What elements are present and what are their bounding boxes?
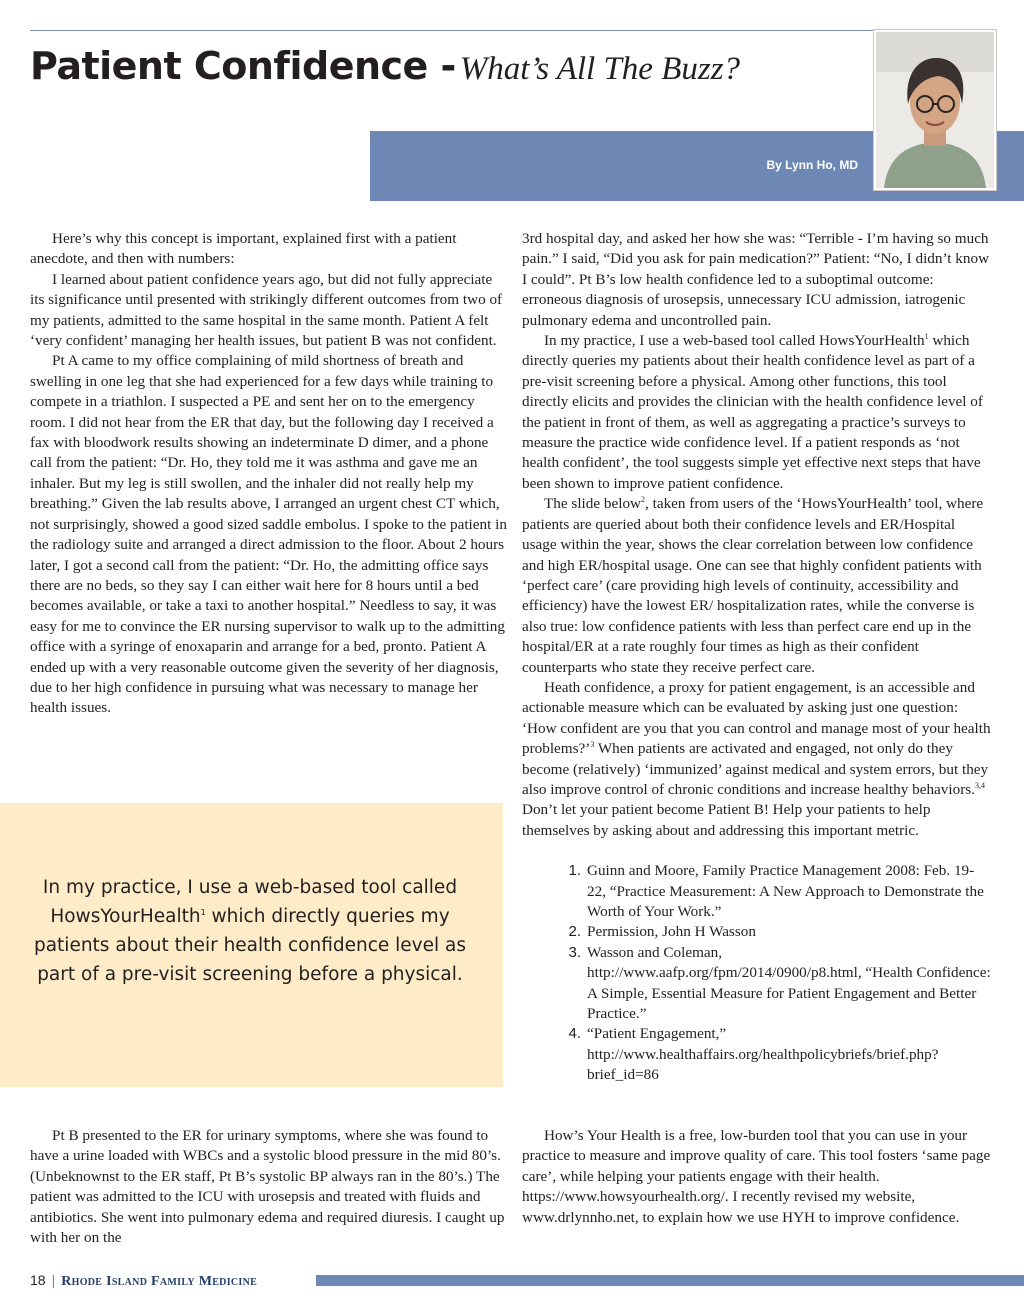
pull-quote-text-start: In my practice, I use a web-based tool called HowsYourHealth	[42, 877, 458, 927]
journal-name: Rhode Island Family Medicine	[61, 1274, 258, 1289]
right-paragraph-3	[522, 494, 992, 678]
footnote-ref-3: 3	[590, 740, 595, 750]
left-paragraph-2: I learned about patient confidence years ago, but did not fully appreciate its significance until presented with strikingly different outcomes from two of my patients, admitted to the same hospital in the same month. Patient A felt ‘very confident’ managing her health issues, but patient B was not confident.	[30, 270, 503, 350]
right-column-bottom	[522, 1126, 992, 1228]
references-list	[522, 861, 992, 1085]
reference-text: Guinn and Moore, Family Practice Management 2008: Feb. 19-22, “Practice Measurement: A New Approach to Demonstrate the Worth of Your Work.”	[587, 862, 984, 920]
title-main: Patient Confidence -	[30, 44, 456, 88]
pull-quote	[30, 873, 470, 989]
reference-text: “Patient Engagement,” http://www.healthaffairs.org/healthpolicybriefs/brief.php?brief_id=86	[587, 1025, 939, 1084]
reference-number: 1.	[568, 862, 581, 880]
reference-number: 4.	[568, 1025, 581, 1043]
footer-bar	[316, 1275, 1024, 1286]
left-column-bottom	[30, 1126, 508, 1248]
right-paragraph-4-end: Don’t let your patient become Patient B! Help your patients to help themselves by asking about and addressing this important metric.	[522, 801, 931, 839]
right-paragraph-2	[522, 331, 992, 494]
right-paragraph-4-start: Heath confidence, a proxy for patient engagement, is an accessible and actionable measure which can be evaluated by asking just one question: ‘How confident are you that you can control and manage most of your health problems?’	[522, 678, 991, 758]
right-paragraph-2-end: which directly queries my patients about their health confidence level as part of a pre-visit screening before a physical. Among other functions, this tool directly elicits and provides the clinician with the health confidence level of the patient in front of them, as well as aggregating a practice’s surveys to measure the practice wide confidence level. If a patient responds as ‘not health confident’, the tool suggests simple yet effective next steps that have been shown to improve patient confidence.	[522, 332, 983, 492]
reference-item	[522, 943, 992, 1025]
left-paragraph-1: Here’s why this concept is important, explained first with a patient anecdote, and then with numbers:	[30, 230, 457, 268]
footer-separator: |	[51, 1272, 56, 1288]
reference-item	[522, 1024, 992, 1085]
right-paragraph-3-start: The slide below	[544, 495, 642, 513]
author-portrait-image	[876, 32, 994, 188]
reference-number: 2.	[568, 923, 581, 941]
pull-quote-box	[0, 803, 503, 1087]
left-paragraph-3: Pt A came to my office complaining of mild shortness of breath and swelling in one leg that she had experienced for a few days while training to compete in a triathlon. I suspected a PE and sent her on to the emergency room. I did not hear from the ER that day, but the following day I received a fax with bloodwork results showing an indeterminate D dimer, and a phone call from the patient: “Dr. Ho, they told me it was asthma and gave me an inhaler. But my leg is still swollen, and the inhaler did not really help my breathing.” Given the lab results above, I arranged an urgent chest CT which, not surprisingly, showed a good sized saddle embolus. I spoke to the patient in the radiology suite and arranged a direct admission to the floor. About 2 hours later, I got a second call from the patient: “Dr. Ho, the admitting office says there are no beds, so they say I can either wait here for 8 hours until a bed becomes available, or take a taxi to another hospital.” Needless to say, it was easy for me to convince the ER nursing supervisor to walk up to the admitting office with a syringe of enoxaparin and arrange for a bed, pronto. Patient A ended up with a very reasonable outcome given the severity of her diagnosis, due to her high confidence in pursuing what was necessary to manage her health issues.	[30, 352, 507, 717]
right-paragraph-2-start: In my practice, I use a web-based tool called HowsYourHealth	[544, 332, 925, 350]
right-column-top	[522, 229, 992, 1086]
reference-text: Permission, John H Wasson	[587, 923, 756, 941]
right-paragraph-5: How’s Your Health is a free, low-burden tool that you can use in your practice to measure and improve quality of care. This tool fosters ‘same page care’, while helping your patients engage with their health. https://www.howsyourhealth.org/. I recently revised my website, www.drlynnho.net, to explain how we use HYH to improve confidence.	[522, 1127, 991, 1226]
header-rule	[30, 30, 880, 31]
author-photo	[874, 30, 996, 190]
right-paragraph-4-middle: When patients are activated and engaged, not only do they become (relatively) ‘immunized’ against medical and system errors, but they also improve control of chronic conditions and increase healthy behaviors.	[522, 740, 989, 798]
right-paragraph-3-end: , taken from users of the ‘HowsYourHealth’ tool, where patients are queried about both their confidence levels and ER/Hospital usage within the year, shows the clear correlation between low confidence and high ER/hospital usage. One can see that highly confident patients with ‘perfect care’ (care providing high levels of continuity, accessibility and efficiency) have the lowest ER/ hospitalization rates, while the converse is also true: low confidence patients with less than perfect care end up in the hospital/ER at a rate roughly four times as high as their confident counterparts who state they receive perfect care.	[522, 495, 984, 676]
page-number: 18	[30, 1272, 46, 1288]
pull-quote-text-end: which directly queries my patients about their health confidence level as part of a pre-visit screening before a physical.	[33, 906, 467, 985]
left-column-top	[30, 229, 508, 719]
reference-item	[522, 922, 992, 942]
article-title	[30, 44, 740, 88]
author-byline: By Lynn Ho, MD	[766, 158, 858, 172]
pull-quote-footnote-ref: 1	[200, 907, 206, 917]
right-paragraph-1: 3rd hospital day, and asked her how she was: “Terrible - I’m having so much pain.” I said, “Did you ask for pain medication?” Patient: “No, I didn’t know I could”. Pt B’s low health confidence led to a suboptimal outcome: erroneous diagnosis of urosepsis, unnecessary ICU admission, iatrogenic pulmonary edema and uncontrolled pain.	[522, 230, 990, 329]
footnote-ref-1: 1	[924, 331, 929, 341]
reference-item	[522, 861, 992, 922]
page-footer	[30, 1272, 257, 1290]
right-paragraph-4	[522, 678, 992, 841]
left-paragraph-4: Pt B presented to the ER for urinary symptoms, where she was found to have a urine loaded with WBCs and a systolic blood pressure in the mid 80’s. (Unbeknownst to the ER staff, Pt B’s systolic BP always ran in the 80’s.) The patient was admitted to the ICU with urosepsis and treated with fluids and antibiotics. She went into pulmonary edema and required diuresis. I caught up with her on the	[30, 1127, 505, 1247]
title-subtitle: What’s All The Buzz?	[459, 51, 741, 87]
footnote-ref-3-4: 3,4	[974, 780, 985, 790]
reference-number: 3.	[568, 943, 581, 961]
footnote-ref-2: 2	[641, 495, 646, 505]
reference-text: Wasson and Coleman, http://www.aafp.org/fpm/2014/0900/p8.html, “Health Confidence: A Simple, Essential Measure for Patient Engagement and Better Practice.”	[587, 943, 991, 1023]
